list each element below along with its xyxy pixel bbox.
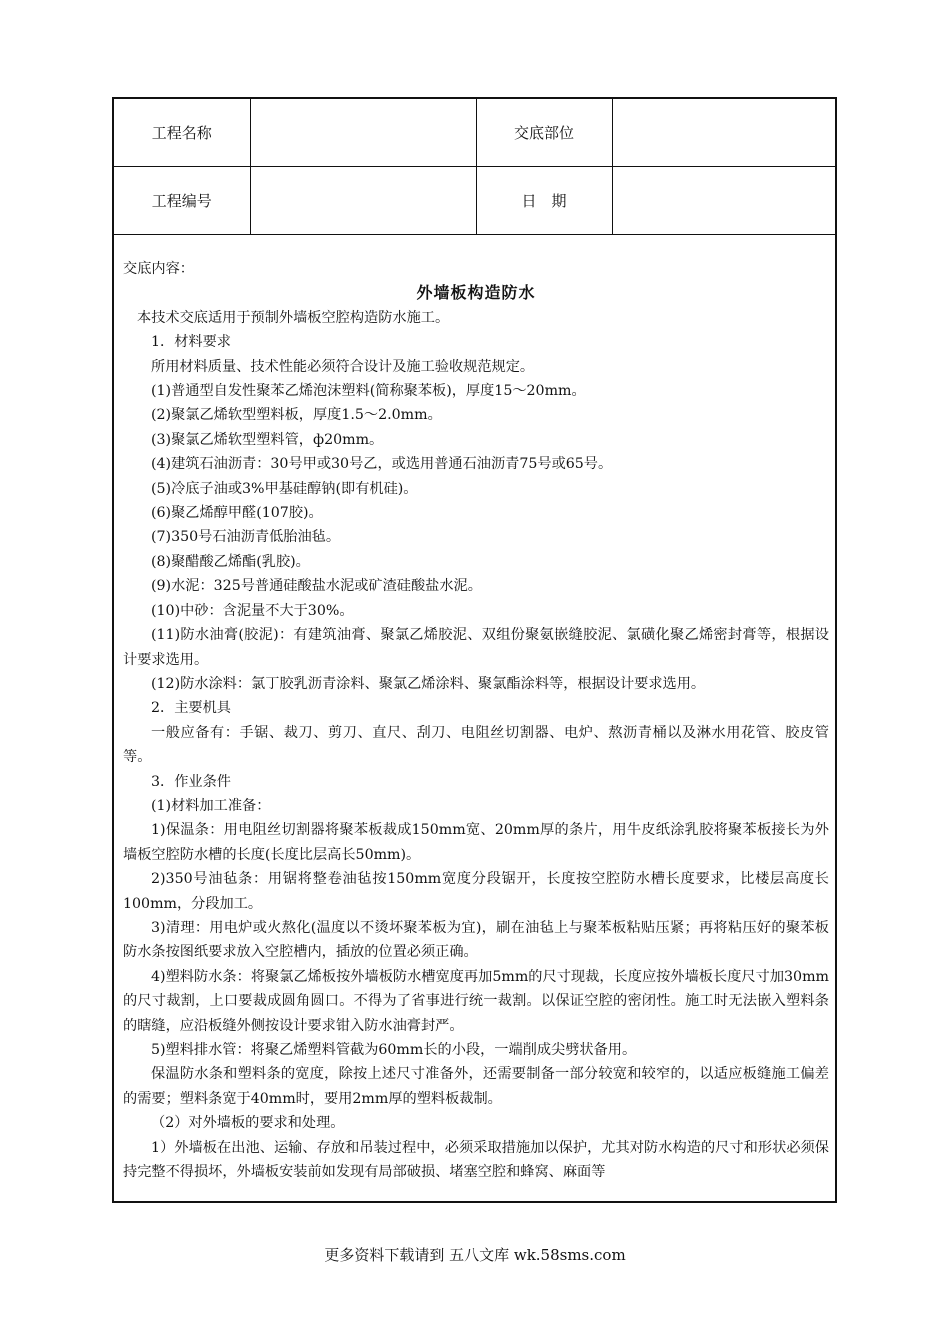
handover-part-label: 交底部位 xyxy=(476,99,612,167)
list-item: (1)普通型自发性聚苯乙烯泡沫塑料(简称聚苯板)，厚度15～20mm。 xyxy=(151,383,586,400)
list-item: (3)聚氯乙烯软型塑料管，ф20mm。 xyxy=(151,431,384,448)
list-item: (12)防水涂料：氯丁胶乳沥青涂料、聚氯乙烯涂料、聚氯酯涂料等，根据设计要求选用。 xyxy=(151,675,706,692)
list-item: 1）外墙板在出池、运输、存放和吊装过程中，必须采取措施加以保护，尤其对防水构造的尺寸和形状必须保持完整不得损坏，外墙板安装前如发现有局部破损、堵塞空腔和蜂窝、麻面等 xyxy=(123,1139,829,1181)
list-item: 4)塑料防水条：将聚氯乙烯板按外墙板防水槽宽度再加5mm的尺寸现裁，长度应按外墙板长度尺寸加30mm的尺寸裁割，上口要裁成圆角圆口。不得为了省事进行统一裁割。以保证空腔的密闭性。施工时无法嵌入塑料条的瞎缝，应沿板缝外侧按设计要求钳入防水油膏封严。 xyxy=(123,968,829,1034)
project-name-value xyxy=(250,99,476,167)
section-heading: 2．主要机具 xyxy=(151,700,231,717)
footer-note: 更多资料下载请到 五八文库 wk.58sms.com xyxy=(324,1246,626,1264)
date-label: 日 期 xyxy=(476,167,612,235)
list-item: (6)聚乙烯醇甲醛(107胶)。 xyxy=(151,505,323,522)
paragraph: 保温防水条和塑料条的宽度，除按上述尺寸准备外，还需要制备一部分较宽和较窄的，以适应板缝施工偏差的需要；塑料条宽于40mm时，要用2mm厚的塑料板裁制。 xyxy=(123,1066,829,1107)
section-heading: 1．材料要求 xyxy=(151,334,231,351)
list-item: (10)中砂：含泥量不大于30%。 xyxy=(151,602,354,619)
section-heading: 3．作业条件 xyxy=(151,773,231,790)
paragraph: 本技术交底适用于预制外墙板空腔构造防水施工。 xyxy=(137,309,450,326)
paragraph: 所用材料质量、技术性能必须符合设计及施工验收规范规定。 xyxy=(151,358,535,375)
header-row-1 xyxy=(114,99,835,167)
list-item: (4)建筑石油沥青：30号甲或30号乙，或选用普通石油沥青75号或65号。 xyxy=(151,456,613,473)
document-title: 外墙板构造防水 xyxy=(416,283,536,303)
header-row-2 xyxy=(114,167,835,235)
project-number-value xyxy=(250,167,476,235)
handover-part-value xyxy=(612,99,835,167)
handover-content xyxy=(123,257,829,1184)
project-name-label: 工程名称 xyxy=(114,99,250,167)
list-item: (11)防水油膏(胶泥)：有建筑油膏、聚氯乙烯胶泥、双组份聚氨嵌缝胶泥、氯磺化聚乙烯密封膏等，根据设计要求选用。 xyxy=(123,627,829,668)
list-item: (2)聚氯乙烯软型塑料板，厚度1.5～2.0mm。 xyxy=(151,407,442,424)
project-number-label: 工程编号 xyxy=(114,167,250,235)
list-item: 1)保温条：用电阻丝切割器将聚苯板裁成150mm宽、20mm厚的条片，用牛皮纸涂乳胶将聚苯板接长为外墙板空腔防水槽的长度(长度比层高长50mm)。 xyxy=(123,822,829,863)
list-item: (9)水泥：325号普通硅酸盐水泥或矿渣硅酸盐水泥。 xyxy=(151,578,482,595)
list-item: (7)350号石油沥青低胎油毡。 xyxy=(151,529,341,546)
list-item: 3)清理：用电炉或火熬化(温度以不烫坏聚苯板为宜)，刷在油毡上与聚苯板粘贴压紧；再将粘压好的聚苯板防水条按图纸要求放入空腔槽内，插放的位置必须正确。 xyxy=(123,919,829,961)
list-item: 2)350号油毡条：用锯将整卷油毡按150mm宽度分段锯开，长度按空腔防水槽长度要求，比楼层高度长100mm，分段加工。 xyxy=(123,871,829,912)
list-item: (5)冷底子油或3%甲基硅醇钠(即有机硅)。 xyxy=(151,480,418,497)
header-table xyxy=(114,99,835,235)
list-item: (8)聚醋酸乙烯酯(乳胶)。 xyxy=(151,553,310,570)
list-item: (1)材料加工准备： xyxy=(151,797,271,814)
list-item: 5)塑料排水管：将聚乙烯塑料管截为60mm长的小段，一端削成尖劈状备用。 xyxy=(151,1042,637,1058)
list-item: （2）对外墙板的要求和处理。 xyxy=(151,1115,345,1132)
handover-form xyxy=(112,97,837,1203)
date-value xyxy=(612,167,835,235)
intro-label: 交底内容： xyxy=(123,261,194,277)
paragraph: 一般应备有：手锯、裁刀、剪刀、直尺、刮刀、电阻丝切割器、电炉、熬沥青桶以及淋水用花管、胶皮管等。 xyxy=(123,724,829,766)
